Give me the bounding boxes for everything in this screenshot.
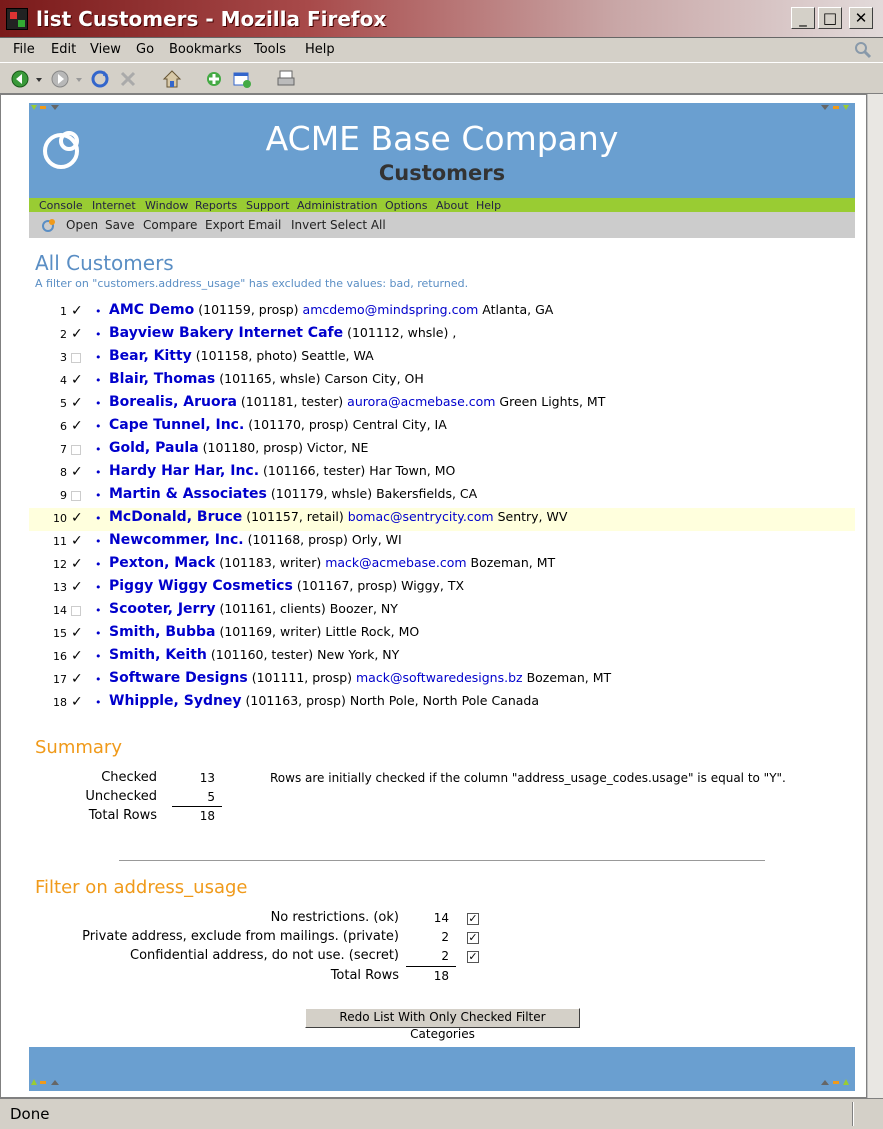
- filter-value-private: 2: [441, 930, 449, 944]
- status-text: Done: [10, 1105, 50, 1123]
- nav-help[interactable]: Help: [476, 199, 502, 212]
- customer-info: (101183, writer): [219, 555, 322, 570]
- customer-name-link[interactable]: Bear, Kitty: [109, 348, 192, 364]
- row-checked-icon[interactable]: ✓: [71, 395, 83, 411]
- customer-info: (101169, writer): [219, 624, 322, 639]
- customer-row: [29, 485, 855, 508]
- nav-reports[interactable]: Reports: [195, 199, 238, 212]
- row-number: 3: [60, 351, 67, 364]
- customer-info: (101157, retail): [246, 509, 344, 524]
- filter-total-value: 18: [433, 969, 449, 983]
- row-number: 1: [60, 305, 67, 318]
- bullet-icon: •: [95, 397, 102, 410]
- summary-divider: [172, 806, 222, 807]
- customer-name-link[interactable]: Smith, Bubba: [109, 624, 216, 640]
- row-content: [109, 394, 605, 410]
- filter-checkbox-private[interactable]: ✓: [468, 931, 478, 944]
- customer-name-link[interactable]: Cape Tunnel, Inc.: [109, 417, 245, 433]
- customer-row: [29, 393, 855, 416]
- summary-heading: Summary: [35, 737, 122, 758]
- customer-row: [29, 324, 855, 347]
- menu-view[interactable]: View: [90, 42, 121, 57]
- bullet-icon: •: [95, 650, 102, 663]
- menu-file[interactable]: File: [13, 42, 35, 57]
- row-content: [109, 624, 419, 640]
- customer-name-link[interactable]: Smith, Keith: [109, 647, 207, 663]
- customer-location: Har Town, MO: [369, 463, 456, 478]
- action-bar: [29, 212, 855, 238]
- row-number: 10: [53, 512, 67, 525]
- print-icon[interactable]: [276, 69, 296, 89]
- row-content: [109, 647, 399, 663]
- summary-checked-value: 13: [199, 771, 215, 785]
- vertical-scrollbar[interactable]: [867, 94, 883, 1098]
- stop-icon[interactable]: [118, 69, 138, 89]
- row-unchecked-box[interactable]: [71, 491, 81, 501]
- customer-location: New York, NY: [317, 647, 400, 662]
- customer-info: (101111, prosp): [251, 670, 353, 685]
- row-number: 5: [60, 397, 67, 410]
- filter-divider: [406, 966, 456, 967]
- filter-checkbox-ok[interactable]: ✓: [468, 912, 478, 925]
- customer-row: [29, 370, 855, 393]
- customer-row: [29, 600, 855, 623]
- page: [29, 103, 855, 1091]
- action-compare[interactable]: Compare: [143, 218, 198, 232]
- summary-unchecked-value: 5: [207, 790, 215, 804]
- customer-location: Wiggy, TX: [401, 578, 465, 593]
- customer-info: (101160, tester): [210, 647, 314, 662]
- filter-value-ok: 14: [433, 911, 449, 925]
- row-checked-icon[interactable]: ✓: [71, 303, 83, 319]
- menu-edit[interactable]: Edit: [51, 42, 77, 57]
- customer-row: [29, 347, 855, 370]
- customer-name-link[interactable]: Software Designs: [109, 670, 248, 686]
- action-select-all[interactable]: Select All: [330, 218, 386, 232]
- customer-row: [29, 416, 855, 439]
- summary-unchecked-label: Unchecked: [85, 789, 157, 804]
- row-content: [109, 509, 567, 525]
- customer-row: [29, 692, 855, 715]
- row-content: [109, 670, 611, 686]
- action-email[interactable]: Email: [248, 218, 282, 232]
- bullet-icon: •: [95, 443, 102, 456]
- row-number: 16: [53, 650, 67, 663]
- bullet-icon: •: [95, 673, 102, 686]
- customer-info: (101165, whsle): [219, 371, 321, 386]
- customer-email-link[interactable]: mack@softwaredesigns.bz: [356, 670, 523, 685]
- customer-name-link[interactable]: Martin & Associates: [109, 486, 267, 502]
- nav-options[interactable]: Options: [385, 199, 428, 212]
- back-dropdown-icon[interactable]: [34, 69, 44, 89]
- browser-content: [0, 94, 867, 1098]
- row-checked-icon[interactable]: ✓: [71, 625, 83, 641]
- row-checked-icon[interactable]: ✓: [71, 533, 83, 549]
- nav-about[interactable]: About: [436, 199, 469, 212]
- redo-list-button[interactable]: Redo List With Only Checked Filter Categories: [305, 1008, 580, 1028]
- row-checked-icon[interactable]: ✓: [71, 372, 83, 388]
- row-number: 11: [53, 535, 67, 548]
- row-content: [109, 302, 553, 318]
- menubar: [0, 38, 883, 62]
- row-content: [109, 348, 374, 364]
- bullet-icon: •: [95, 305, 102, 318]
- customer-info: (101159, prosp): [198, 302, 299, 317]
- menu-bookmarks[interactable]: Bookmarks: [169, 42, 242, 57]
- customer-row: [29, 577, 855, 600]
- row-content: [109, 486, 477, 502]
- customer-name-link[interactable]: AMC Demo: [109, 302, 195, 318]
- customer-info: (101161, clients): [219, 601, 326, 616]
- customer-row: [29, 301, 855, 324]
- new-window-icon[interactable]: [232, 69, 252, 89]
- row-number: 4: [60, 374, 67, 387]
- row-unchecked-box[interactable]: [71, 445, 81, 455]
- bullet-icon: •: [95, 351, 102, 364]
- customer-name-link[interactable]: Blair, Thomas: [109, 371, 216, 387]
- customer-location: Little Rock, MO: [325, 624, 420, 639]
- row-number: 6: [60, 420, 67, 433]
- bullet-icon: •: [95, 581, 102, 594]
- company-name: ACME Base Company: [265, 119, 619, 158]
- row-checked-icon[interactable]: ✓: [71, 510, 83, 526]
- row-content: [109, 417, 447, 433]
- bullet-icon: •: [95, 604, 102, 617]
- customer-info: (101112, whsle): [347, 325, 449, 340]
- summary-total-value: 18: [199, 809, 215, 823]
- bullet-icon: •: [95, 466, 102, 479]
- row-content: [109, 693, 539, 709]
- customer-location: Boozer, NY: [329, 601, 398, 616]
- bullet-icon: •: [95, 627, 102, 640]
- nav-window[interactable]: Window: [145, 199, 189, 212]
- customer-location: Central City, IA: [352, 417, 447, 432]
- list-heading: All Customers: [35, 251, 174, 275]
- filter-checkbox-secret[interactable]: ✓: [468, 950, 478, 963]
- customer-location: Atlanta, GA: [482, 302, 554, 317]
- bullet-icon: •: [95, 489, 102, 502]
- customer-name-link[interactable]: Borealis, Aruora: [109, 394, 237, 410]
- bullet-icon: •: [95, 420, 102, 433]
- maximize-button[interactable]: □: [818, 7, 842, 29]
- row-number: 17: [53, 673, 67, 686]
- row-number: 8: [60, 466, 67, 479]
- customer-location: ,: [452, 325, 457, 340]
- customer-name-link[interactable]: Bayview Bakery Internet Cafe: [109, 325, 344, 341]
- menu-tools[interactable]: Tools: [254, 42, 287, 57]
- customer-info: (101166, tester): [263, 463, 366, 478]
- bullet-icon: •: [95, 374, 102, 387]
- customer-row: [29, 462, 855, 485]
- customer-email-link[interactable]: bomac@sentrycity.com: [347, 509, 494, 524]
- customer-location: Seattle, WA: [301, 348, 374, 363]
- forward-icon[interactable]: [50, 69, 70, 89]
- row-content: [109, 440, 368, 456]
- bullet-icon: •: [95, 696, 102, 709]
- customer-info: (101168, prosp): [247, 532, 348, 547]
- window-titlebar: [0, 0, 883, 38]
- customer-info: (101163, prosp): [245, 693, 346, 708]
- row-checked-icon[interactable]: ✓: [71, 671, 83, 687]
- customer-location: Green Lights, MT: [499, 394, 606, 409]
- close-button[interactable]: ✕: [849, 7, 873, 29]
- filter-label-private: Private address, exclude from mailings. (private): [82, 929, 399, 944]
- action-open[interactable]: Open: [66, 218, 99, 232]
- customer-email-link[interactable]: amcdemo@mindspring.com: [302, 302, 479, 317]
- customer-row: [29, 508, 855, 531]
- acme-small-icon: [41, 217, 57, 233]
- filter-value-secret: 2: [441, 949, 449, 963]
- filter-label-ok: No restrictions. (ok): [270, 910, 399, 925]
- row-number: 9: [60, 489, 67, 502]
- customer-info: (101158, photo): [195, 348, 298, 363]
- filter-note: A filter on "customers.address_usage" has excluded the values: bad, returned.: [35, 277, 469, 290]
- menu-go[interactable]: Go: [136, 42, 155, 57]
- row-checked-icon[interactable]: ✓: [71, 326, 83, 342]
- bullet-icon: •: [95, 328, 102, 341]
- row-checked-icon[interactable]: ✓: [71, 648, 83, 664]
- filter-total-label: Total Rows: [330, 968, 399, 983]
- customer-location: Sentry, WV: [497, 509, 568, 524]
- section-divider: [119, 860, 765, 861]
- row-checked-icon[interactable]: ✓: [71, 579, 83, 595]
- menu-help[interactable]: Help: [305, 42, 335, 57]
- customer-info: (101179, whsle): [270, 486, 373, 501]
- bullet-icon: •: [95, 512, 102, 525]
- customer-row: [29, 623, 855, 646]
- bullet-icon: •: [95, 535, 102, 548]
- summary-note: Rows are initially checked if the column "address_usage_codes.usage" is equal to "Y".: [270, 771, 786, 785]
- customer-name-link[interactable]: Gold, Paula: [109, 440, 199, 456]
- customer-location: Bozeman, MT: [470, 555, 556, 570]
- customer-name-link[interactable]: Piggy Wiggy Cosmetics: [109, 578, 293, 594]
- row-number: 18: [53, 696, 67, 709]
- nav-support[interactable]: Support: [246, 199, 290, 212]
- footer-banner: [29, 1047, 855, 1091]
- customer-location: North Pole, North Pole Canada: [349, 693, 540, 708]
- action-export[interactable]: Export: [205, 218, 245, 232]
- customer-location: Victor, NE: [306, 440, 369, 455]
- customer-location: Bozeman, MT: [526, 670, 612, 685]
- firefox-app-icon: [6, 8, 28, 30]
- back-icon[interactable]: [10, 69, 30, 89]
- row-checked-icon[interactable]: ✓: [71, 418, 83, 434]
- summary-checked-label: Checked: [101, 770, 157, 785]
- new-tab-icon[interactable]: [204, 69, 224, 89]
- customer-row: [29, 646, 855, 669]
- bullet-icon: •: [95, 558, 102, 571]
- customer-name-link[interactable]: Scooter, Jerry: [109, 601, 216, 617]
- header-banner: [29, 103, 855, 198]
- filter-heading: Filter on address_usage: [35, 877, 248, 898]
- customer-name-link[interactable]: Hardy Har Har, Inc.: [109, 463, 260, 479]
- customer-row: [29, 439, 855, 462]
- status-separator: [852, 1102, 854, 1126]
- customer-row: [29, 531, 855, 554]
- corner-marks-icon: [31, 1077, 61, 1085]
- customer-row: [29, 554, 855, 577]
- row-unchecked-box[interactable]: [71, 606, 81, 616]
- customer-name-link[interactable]: Pexton, Mack: [109, 555, 216, 571]
- page-subtitle: Customers: [378, 161, 506, 185]
- row-number: 13: [53, 581, 67, 594]
- minimize-button[interactable]: _: [791, 7, 815, 29]
- customer-email-link[interactable]: aurora@acmebase.com: [347, 394, 496, 409]
- row-number: 14: [53, 604, 67, 617]
- row-content: [109, 371, 424, 387]
- forward-dropdown-icon[interactable]: [74, 69, 84, 89]
- throbber-icon: [853, 40, 873, 60]
- customer-location: Carson City, OH: [324, 371, 424, 386]
- row-content: [109, 532, 402, 548]
- row-content: [109, 463, 455, 479]
- row-number: 2: [60, 328, 67, 341]
- row-unchecked-box[interactable]: [71, 353, 81, 363]
- corner-marks-icon: [821, 1077, 851, 1085]
- row-content: [109, 325, 456, 341]
- action-invert[interactable]: Invert: [291, 218, 327, 232]
- nav-administration[interactable]: Administration: [297, 199, 378, 212]
- corner-marks-icon: [821, 105, 851, 111]
- row-content: [109, 578, 464, 594]
- filter-label-secret: Confidential address, do not use. (secret): [130, 948, 399, 963]
- row-content: [109, 601, 398, 617]
- customer-info: (101181, tester): [240, 394, 344, 409]
- home-icon[interactable]: [162, 69, 182, 89]
- summary-total-label: Total Rows: [88, 808, 157, 823]
- corner-marks-icon: [31, 105, 61, 111]
- customer-row: [29, 669, 855, 692]
- nav-console[interactable]: Console: [39, 199, 83, 212]
- window-title: list Customers - Mozilla Firefox: [36, 7, 387, 31]
- row-number: 7: [60, 443, 67, 456]
- action-save[interactable]: Save: [105, 218, 135, 232]
- customer-name-link[interactable]: McDonald, Bruce: [109, 509, 243, 525]
- customer-location: Orly, WI: [351, 532, 402, 547]
- nav-internet[interactable]: Internet: [92, 199, 136, 212]
- customer-name-link[interactable]: Newcommer, Inc.: [109, 532, 244, 548]
- status-bar: [0, 1098, 883, 1129]
- reload-icon[interactable]: [90, 69, 110, 89]
- customer-info: (101180, prosp): [202, 440, 303, 455]
- row-content: [109, 555, 555, 571]
- customer-name-link[interactable]: Whipple, Sydney: [109, 693, 242, 709]
- row-number: 12: [53, 558, 67, 571]
- customer-info: (101170, prosp): [248, 417, 349, 432]
- main-nav-bar: [29, 198, 855, 212]
- row-number: 15: [53, 627, 67, 640]
- navigation-toolbar: [0, 62, 883, 94]
- customer-info: (101167, prosp): [296, 578, 398, 593]
- customer-email-link[interactable]: mack@acmebase.com: [325, 555, 467, 570]
- row-checked-icon[interactable]: ✓: [71, 556, 83, 572]
- row-checked-icon[interactable]: ✓: [71, 694, 83, 710]
- row-checked-icon[interactable]: ✓: [71, 464, 83, 480]
- customer-location: Bakersfields, CA: [376, 486, 478, 501]
